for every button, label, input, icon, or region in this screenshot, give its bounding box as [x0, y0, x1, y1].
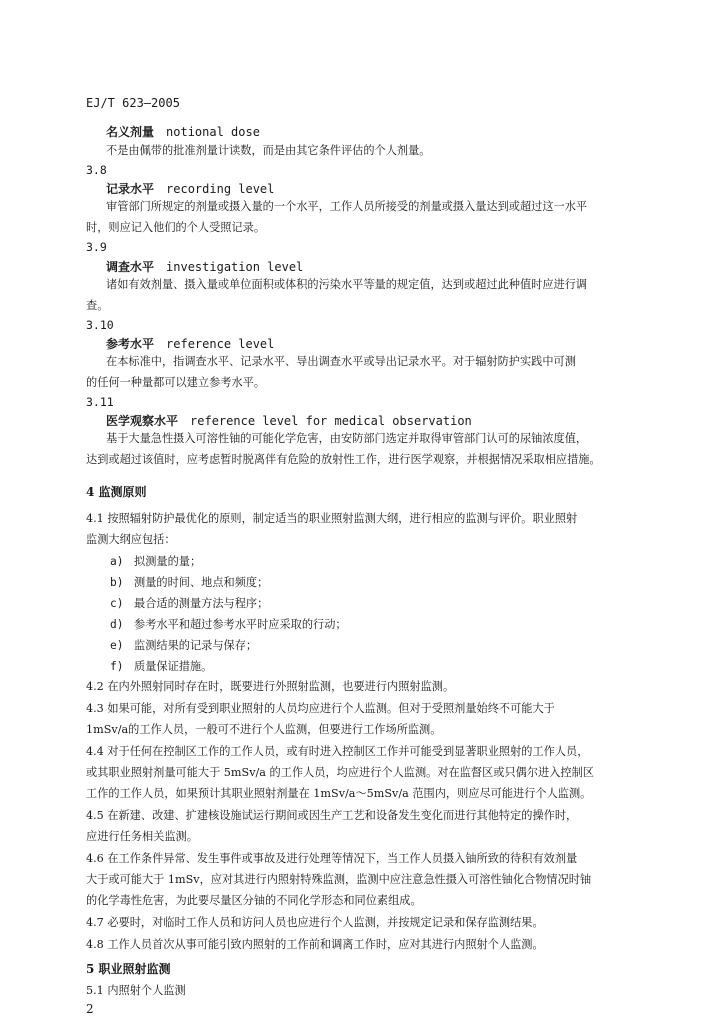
- clause-4-8: [86, 934, 646, 955]
- text-line: 1mSv/a的工作人员，一般可不进行个人监测，但要进行工作场所监测。: [86, 723, 442, 736]
- text-line: 监测大纲应包括：: [86, 533, 176, 546]
- list-item: [110, 658, 212, 674]
- term-zh: 参考水平: [106, 337, 155, 351]
- text-line: 4.7 必要时，对临时工作人员和访问人员也应进行个人监测，并按规定记录和保存监测结果。: [86, 916, 544, 929]
- list-marker: e): [110, 639, 124, 652]
- list-text: 最合适的测量方法与程序；: [134, 597, 269, 610]
- term-zh: 名义剂量: [106, 125, 155, 139]
- clause-4-4: [86, 741, 646, 804]
- list-item: [110, 595, 268, 611]
- term-zh: 医学观察水平: [106, 414, 179, 428]
- text-line: 4.2 在内外照射同时存在时，既要进行外照射监测，也要进行内照射监测。: [86, 680, 455, 693]
- text-line: 4.3 如果可能，对所有受到职业照射的人员均应进行个人监测。但对于受照剂量始终不可能大于: [86, 702, 555, 715]
- text-line: 审管部门所规定的剂量或摄入量的一个水平，工作人员所接受的剂量或摄入量达到或超过这一水平: [106, 200, 588, 213]
- text-line: 4.5 在新建、改建、扩建核设施试运行期间或因生产工艺和设备发生变化而进行其他特定的操作时，: [86, 809, 578, 822]
- text-line: 在本标准中，指调查水平、记录水平、导出调查水平或导出记录水平。对于辐射防护实践中可测: [106, 355, 576, 368]
- term-en: notional dose: [166, 125, 260, 139]
- list-marker: c): [110, 597, 124, 610]
- text-line: 查。: [86, 299, 109, 312]
- term-en: reference level for medical observation: [190, 414, 472, 428]
- clause-4-2: [86, 676, 646, 697]
- text-line: 4.8 工作人员首次从事可能引致内照射的工作前和调离工作时，应对其进行内照射个人监测。: [86, 938, 544, 951]
- section-heading-5: 5 职业照射监测: [86, 962, 171, 976]
- text-line: 4.4 对于任何在控制区工作的工作人员，或有时进入控制区工作并可能受到显著职业照射的工作人员，: [86, 745, 589, 758]
- text-line: 工作的工作人员，如果预计其职业照射剂量在 1mSv/a～5mSv/a 范围内，则应尽可能进行个人监测。: [86, 787, 592, 800]
- page-number: 2: [86, 1002, 94, 1016]
- list-text: 参考水平和超过参考水平时应采取的行动；: [134, 618, 347, 631]
- term-notional-dose: [106, 123, 260, 140]
- text-line: 4.6 在工作条件异常、发生事件或事故及进行处理等情况下，当工作人员摄入铀所致的待积有效剂量: [86, 852, 578, 865]
- text-line: 达到或超过该值时，应考虑暂时脱离伴有危险的放射性工作，进行医学观察，并根据情况采取相应措施。: [86, 453, 601, 466]
- term-en: reference level: [166, 337, 275, 351]
- clause-4-5: [86, 805, 646, 847]
- term-medical-observation-level: [106, 412, 472, 429]
- text-line: 的化学毒性危害，为此要尽量区分铀的不同化学形态和同位素组成。: [86, 894, 422, 907]
- doc-id-header: EJ/T 623—2005: [86, 96, 180, 110]
- list-item: [110, 637, 257, 653]
- list-item: [110, 574, 268, 590]
- term-definition: [86, 351, 646, 393]
- clause-number: 3.11: [86, 395, 114, 409]
- text-line: 的任何一种量都可以建立参考水平。: [86, 376, 266, 389]
- clause-number: 3.8: [86, 163, 107, 177]
- list-item: [110, 616, 347, 632]
- text-line: 大于或可能大于 1mSv，应对其进行内照射特殊监测，监测中应注意急性摄入可溶性铀化合物情况时铀: [86, 873, 592, 886]
- list-marker: f): [110, 660, 124, 673]
- text-line: 基于大量急性摄入可溶性铀的可能化学危害，由安防部门选定并取得审管部门认可的尿铀浓度值，: [106, 432, 588, 445]
- term-investigation-level: [106, 258, 303, 275]
- section-heading-4: 4 监测原则: [86, 485, 147, 499]
- list-item: [110, 553, 201, 569]
- list-text: 拟测量的量；: [134, 555, 202, 568]
- list-marker: b): [110, 576, 124, 589]
- term-reference-level: [106, 335, 274, 352]
- term-definition: [86, 274, 646, 316]
- text-line: 4.1 按照辐射防护最优化的原则，制定适当的职业照射监测大纲，进行相应的监测与评价。职业照射: [86, 512, 578, 525]
- clause-number: 3.9: [86, 240, 107, 254]
- term-en: recording level: [166, 182, 275, 196]
- term-zh: 调查水平: [106, 260, 155, 274]
- text-line: 时，则应记入他们的个人受照记录。: [86, 221, 266, 234]
- term-recording-level: [106, 180, 274, 197]
- term-en: investigation level: [166, 260, 304, 274]
- text-line: 不是由佩带的批准剂量计读数，而是由其它条件评估的个人剂量。: [106, 144, 431, 157]
- list-marker: d): [110, 618, 124, 631]
- text-line: 诸如有效剂量、摄入量或单位面积或体积的污染水平等量的规定值，达到或超过此种值时应进行调: [106, 278, 588, 291]
- term-zh: 记录水平: [106, 182, 155, 196]
- clause-4-3: [86, 698, 646, 740]
- list-text: 监测结果的记录与保存；: [134, 639, 258, 652]
- term-definition: [86, 428, 646, 470]
- term-definition: [106, 140, 430, 161]
- list-marker: a): [110, 555, 124, 568]
- list-text: 质量保证措施。: [134, 660, 213, 673]
- term-definition: [86, 196, 646, 238]
- text-line: 或其职业照射剂量可能大于 5mSv/a 的工作人员，均应进行个人监测。对在监督区或只偶尔进入控制区: [86, 766, 594, 779]
- clause-4-1: [86, 508, 646, 550]
- subsection-5-1: 5.1 内照射个人监测: [86, 984, 186, 997]
- clause-number: 3.10: [86, 318, 114, 332]
- list-text: 测量的时间、地点和频度；: [134, 576, 269, 589]
- clause-4-7: [86, 912, 646, 933]
- text-line: 应进行任务相关监测。: [86, 830, 198, 843]
- clause-4-6: [86, 848, 646, 911]
